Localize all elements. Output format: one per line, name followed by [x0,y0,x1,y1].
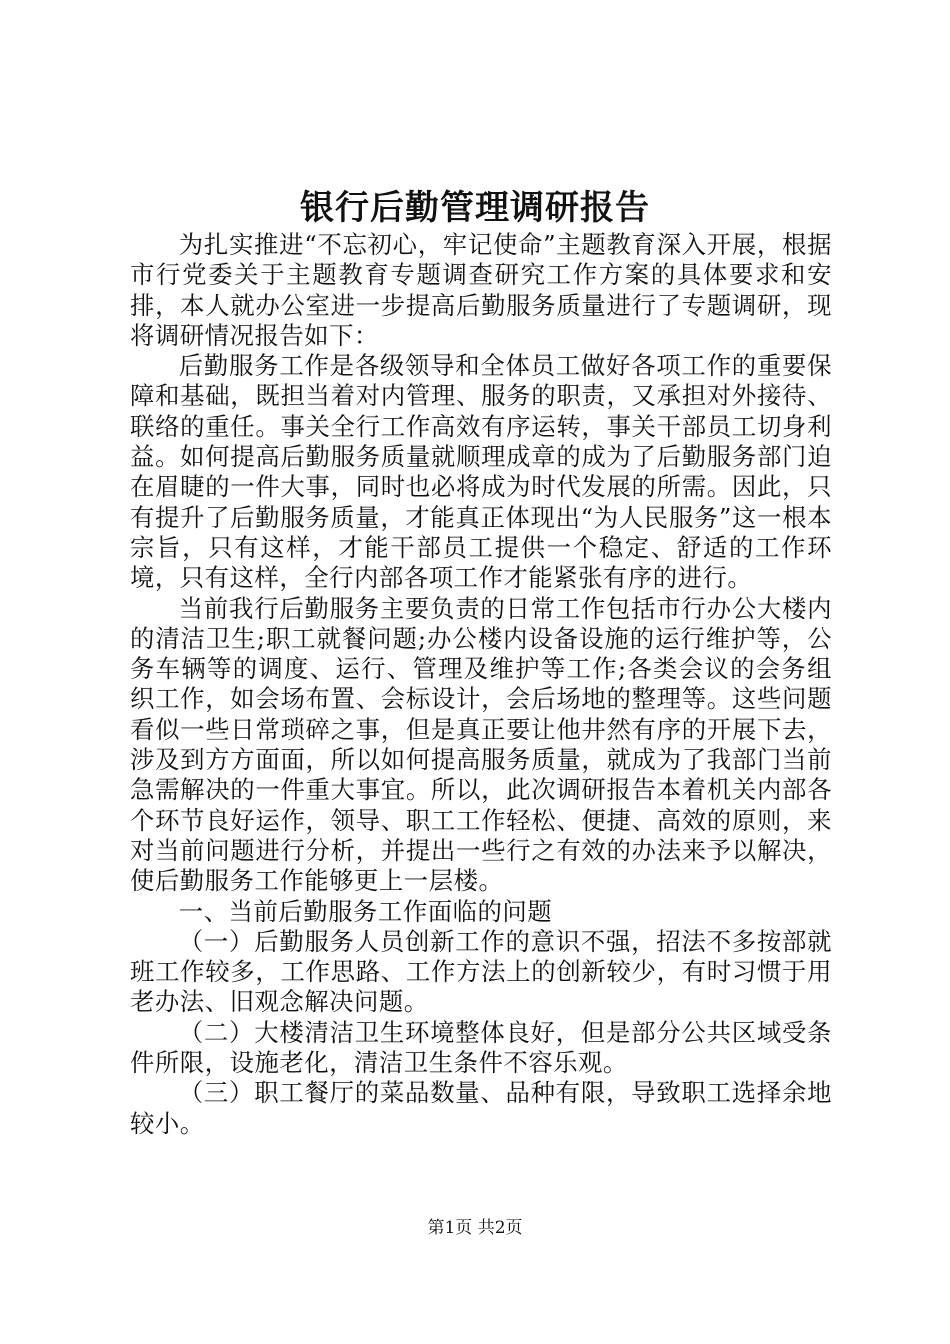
paragraph-importance: 后勤服务工作是各级领导和全体员工做好各项工作的重要保障和基础，既担当着对内管理、服务的职责，又承担对外接待、联络的重任。事关全行工作高效有序运转，事关干部员工切身利益。如何提高后勤服务质量就顺理成章的成为了后勤服务部门迫在眉睫的一件大事，同时也必将成为时代发展的所需。因此，只有提升了后勤服务质量，才能真正体现出“为人民服务”这一根本宗旨，只有这样，才能干部员工提供一个稳定、舒适的工作环境，只有这样，全行内部各项工作才能紧张有序的进行。 [130,351,832,593]
problem-item-2: （二）大楼清洁卫生环境整体良好，但是部分公共区域受条件所限，设施老化，清洁卫生条件不容乐观。 [130,1017,832,1078]
paragraph-current-work: 当前我行后勤服务主要负责的日常工作包括市行办公大楼内的清洁卫生;职工就餐问题;办公楼内设备设施的运行维护等，公务车辆等的调度、运行、管理及维护等工作;各类会议的会务组织工作，如会场布置、会标设计，会后场地的整理等。这些问题看似一些日常琐碎之事，但是真正要让他井然有序的开展下去，涉及到方方面面，所以如何提高服务质量，就成为了我部门当前急需解决的一件重大事宜。所以，此次调研报告本着机关内部各个环节良好运作，领导、职工工作轻松、便捷、高效的原则，来对当前问题进行分析，并提出一些行之有效的办法来予以解决，使后勤服务工作能够更上一层楼。 [130,593,832,896]
page-number-footer: 第1页 共2页 [427,1218,523,1238]
problem-item-1: （一）后勤服务人员创新工作的意识不强，招法不多按部就班工作较多，工作思路、工作方法上的创新较少，有时习惯于用老办法、旧观念解决问题。 [130,926,832,1017]
section-heading: 一、当前后勤服务工作面临的问题 [178,896,553,926]
document-body [130,230,832,1139]
paragraph-intro: 为扎实推进“不忘初心，牢记使命”主题教育深入开展，根据市行党委关于主题教育专题调查研究工作方案的具体要求和安排，本人就办公室进一步提高后勤服务质量进行了专题调研，现将调研情况报告如下： [130,230,832,350]
problem-item-3: （三）职工餐厅的菜品数量、品种有限，导致职工选择余地较小。 [130,1078,832,1138]
document-title: 银行后勤管理调研报告 [300,188,650,228]
